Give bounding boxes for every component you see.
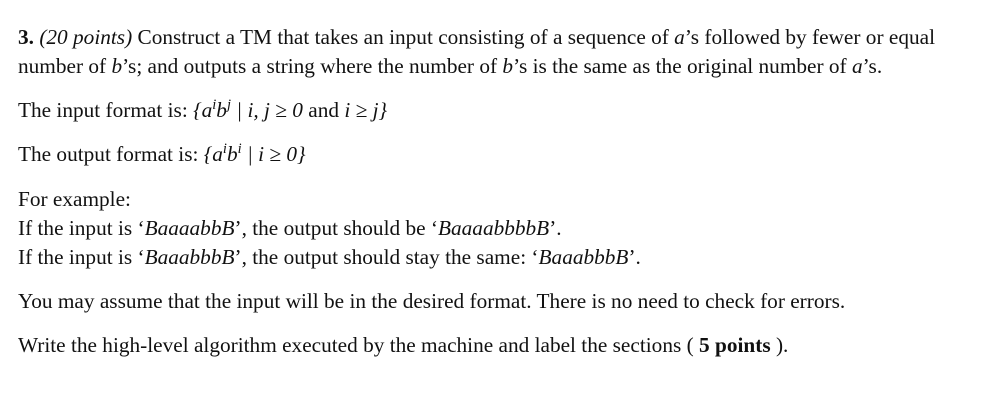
problem-statement <box>18 23 963 81</box>
var-b: b <box>111 54 123 78</box>
example-1-input: BaaaabbB <box>144 216 235 240</box>
var-a-2: a <box>851 54 863 78</box>
intro-text-3: ’s; and outputs a string where the number of <box>122 54 498 78</box>
input-format-set: {$a^ib^j$ | i, j ≥ 0 and i ≥ j} <box>193 97 388 122</box>
output-format-set: {$a^ib^i$ | i ≥ 0} <box>203 141 306 166</box>
question-points: (20 points) <box>39 25 133 49</box>
input-format-label: The input format is: <box>18 98 188 122</box>
example-heading: For example: <box>18 187 131 211</box>
example-1-output: BaaaabbbbB <box>437 216 550 240</box>
task-text: Write the high-level algorithm executed by the machine and label the sections ( 5 points ). <box>18 333 789 357</box>
example-line-2: If the input is ‘BaaabbbB’, the output should stay the same: ‘BaaabbbB’. <box>18 245 641 269</box>
intro-text-1: Construct a TM that takes an input consisting of a sequence of <box>137 25 669 49</box>
example-block <box>18 185 982 272</box>
example-line-1: If the input is ‘BaaaabbB’, the output should be ‘BaaaabbbbB’. <box>18 216 562 240</box>
example-2-input: BaaabbbB <box>144 245 235 269</box>
var-a: a <box>674 25 685 49</box>
output-format-label: The output format is: <box>18 142 199 166</box>
task-points: 5 points <box>699 333 771 357</box>
assumption-text: You may assume that the input will be in the desired format. There is no need to check for errors. <box>18 289 846 313</box>
intro-text-5: ’s. <box>862 54 883 78</box>
input-format <box>18 96 982 125</box>
question-number: 3. <box>18 25 34 49</box>
output-format <box>18 140 982 169</box>
example-2-output: BaaabbbB <box>538 245 629 269</box>
intro-text-4: ’s is the same as the original number of <box>513 54 847 78</box>
intro-text-2: ’s followed by fewer or equal number of <box>18 25 935 78</box>
var-b-2: b <box>502 54 514 78</box>
